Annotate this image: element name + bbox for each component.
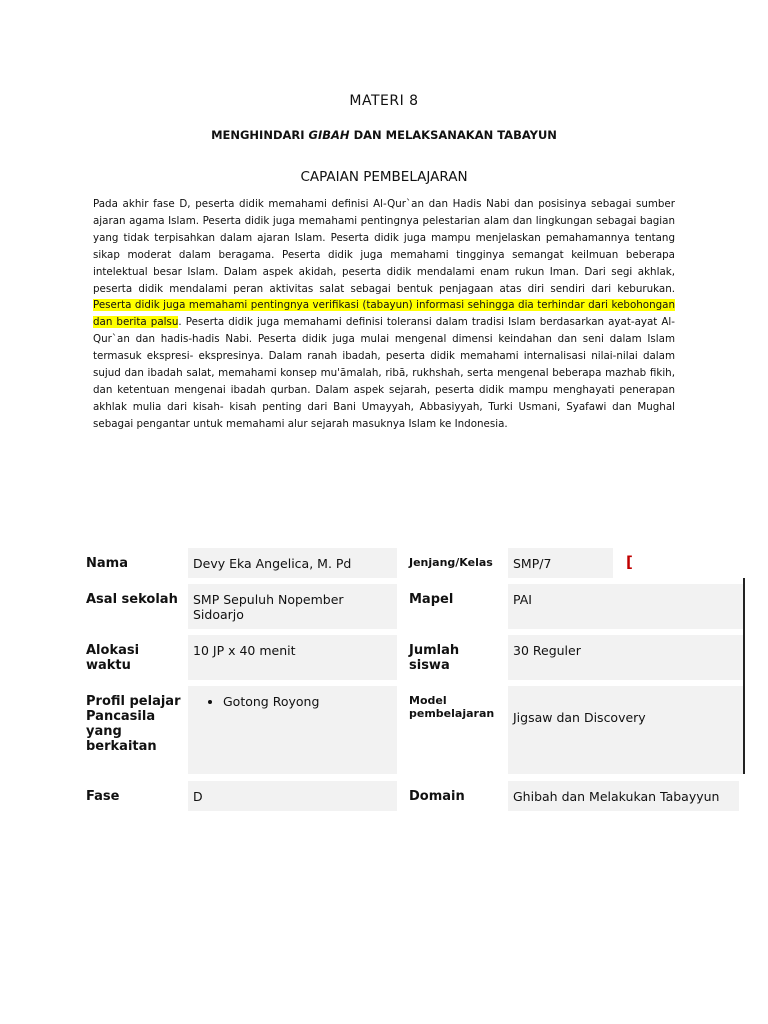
mapel-label: Mapel	[409, 592, 454, 607]
section-title: CAPAIAN PEMBELAJARAN	[300, 169, 468, 185]
page-title: MATERI 8	[349, 93, 419, 109]
nama-value: Devy Eka Angelica, M. Pd	[188, 548, 397, 578]
domain-label: Domain	[409, 789, 465, 804]
capaian-text-1: Pada akhir fase D, peserta didik memahami definisi Al-Qur`an dan Hadis Nabi dan posisinya sebagai sumber ajaran agama Islam. Peserta didik juga memahami pentingnya pelestarian alam dan lingkungan sebagai bagian yang tidak terpisahkan dalam ajaran Islam. Peserta didik juga mampu menjelaskan pemahamannya tentang sikap moderat dalam beragama. Peserta didik juga memahami tingginya semangat keilmuan beberapa intelektual besar Islam. Dalam aspek akidah, peserta didik mendalami enam rukun Iman. Dari segi akhlak, peserta didik mendalami peran aktivitas salat sebagai bentuk penjagaan atas diri sendiri dari keburukan.	[93, 198, 675, 295]
profil-list	[193, 694, 392, 709]
profil-list-item: • Gotong Royong	[223, 694, 392, 709]
alokasi-waktu-label: Alokasi waktu	[86, 643, 140, 673]
jenjang-label: Jenjang/Kelas	[409, 556, 493, 569]
asal-sekolah-label: Asal sekolah	[86, 592, 178, 607]
alokasi-waktu-value: 10 JP x 40 menit	[188, 635, 397, 680]
mapel-value: PAI	[508, 584, 743, 629]
profil-pelajar-value	[188, 686, 397, 774]
capaian-highlight: Peserta didik juga memahami pentingnya verifikasi (tabayun) informasi sehingga dia terhindar dari kebohongan dan berita palsu	[93, 299, 675, 329]
bracket-mark: [	[626, 553, 633, 571]
fase-value: D	[188, 781, 397, 811]
profil-pelajar-label: Profil pelajar Pancasila yang berkaitan	[86, 694, 181, 754]
capaian-text-2: . Peserta didik juga memahami definisi toleransi dalam tradisi Islam berdasarkan ayat-ayat Al-Qur`an dan hadis-hadis Nabi. Peserta didik juga mulai mengenal dimensi keindahan dan seni dalam Islam termasuk ekspresi- ekspresinya. Dalam ranah ibadah, peserta didik memahami internalisasi nilai-nilai dalam sujud dan ibadah salat, memahami konsep mu'āmalah, ribā, rukhshah, serta mengenal beberapa mazhab fikih, dan ketentuan mengenai ibadah qurban. Dalam aspek sejarah, peserta didik mampu menghayati penerapan akhlak mulia dari kisah- kisah penting dari Bani Umayyah, Abbasiyyah, Turki Usmani, Syafawi dan Mughal sebagai pengantar untuk memahami alur sejarah masuknya Islam ke Indonesia.	[93, 316, 676, 430]
table-border-line	[743, 578, 745, 774]
fase-label: Fase	[86, 789, 120, 804]
chapter-subtitle	[0, 128, 768, 142]
model-pembelajaran-value: Jigsaw dan Discovery	[508, 686, 743, 774]
jumlah-siswa-value: 30 Reguler	[508, 635, 743, 680]
capaian-paragraph	[93, 196, 675, 433]
nama-label: Nama	[86, 556, 128, 571]
asal-sekolah-value: SMP Sepuluh Nopember Sidoarjo	[188, 584, 397, 629]
jenjang-value: SMP/7	[508, 548, 613, 578]
domain-value: Ghibah dan Melakukan Tabayyun	[508, 781, 739, 811]
subtitle-part-2: DAN MELAKSANAKAN TABAYUN	[349, 128, 557, 142]
model-pembelajaran-label: Model pembelajaran	[409, 694, 495, 720]
subtitle-italic: GIBAH	[308, 128, 350, 142]
jumlah-siswa-label: Jumlah siswa	[409, 643, 460, 673]
subtitle-part-1: MENGHINDARI	[211, 128, 309, 142]
